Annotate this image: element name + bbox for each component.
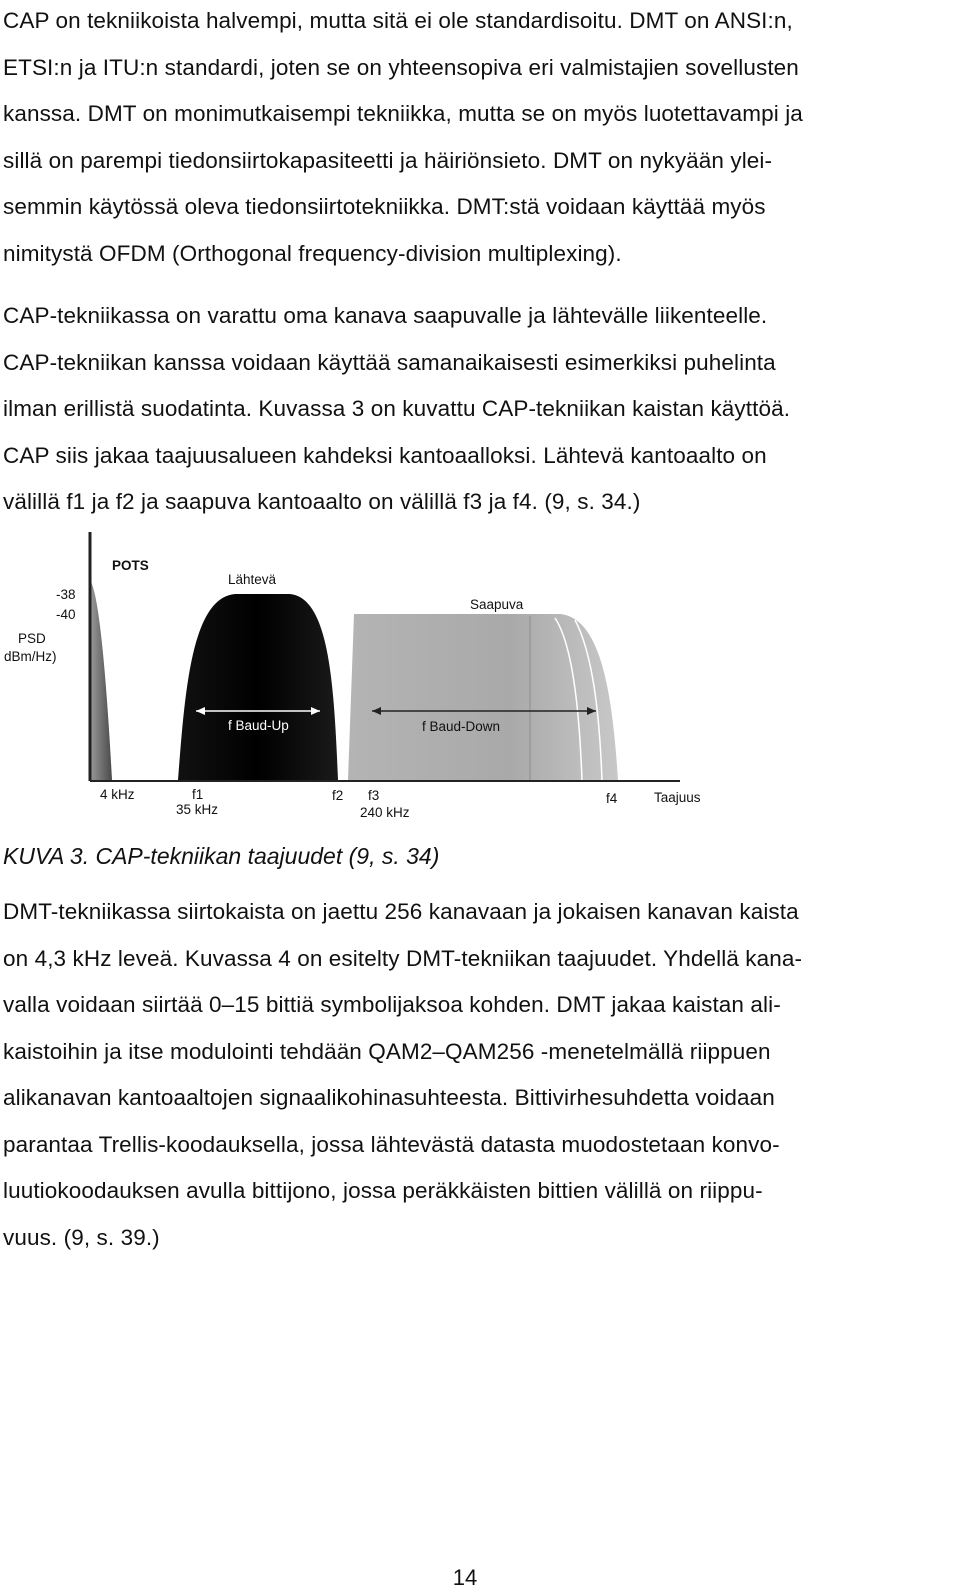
text-line: välillä f1 ja f2 ja saapuva kantoaalto on välillä f3 ja f4. (9, s. 34.) (3, 489, 641, 514)
text-line: CAP siis jakaa taajuusalueen kahdeksi kantoaalloksi. Lähtevä kantoaalto on (3, 442, 767, 468)
cap-frequency-figure (0, 528, 730, 828)
text-line: DMT-tekniikassa siirtokaista on jaettu 256 kanavaan ja jokaisen kanavan kaista (3, 899, 799, 924)
paragraph-2 (3, 293, 953, 526)
text-line: parantaa Trellis-koodauksella, jossa lähtevästä datasta muodostetaan konvo- (3, 1131, 780, 1157)
downstream-label: Saapuva (470, 597, 524, 612)
text-line: CAP-tekniikassa on varattu oma kanava saapuvalle ja lähtevälle liikenteelle. (3, 303, 768, 328)
downstream-band (348, 614, 618, 780)
text-line: luutiokoodauksen avulla bittijono, jossa peräkkäisten bittien välillä on riippu- (3, 1178, 763, 1203)
paragraph-3 (3, 889, 953, 1261)
x-tick-label: f4 (606, 791, 618, 806)
x-tick-label: f1 (192, 787, 204, 802)
text-line: CAP-tekniikan kanssa voidaan käyttää samanaikaisesti esimerkiksi puhelinta (3, 349, 776, 375)
text-line: ilman erillistä suodatinta. Kuvassa 3 on kuvattu CAP-tekniikan kaistan käyttöä. (3, 396, 791, 421)
x-axis-label: Taajuus (654, 790, 701, 805)
y-axis-label: dBm/Hz) (4, 649, 57, 664)
text-line: kaistoihin ja itse modulointi tehdään QAM2–QAM256 -menetelmällä riippuen (3, 1038, 771, 1064)
x-tick-label: 4 kHz (100, 787, 135, 802)
pots-label: POTS (112, 558, 149, 573)
pots-band (90, 580, 112, 780)
upstream-band (178, 594, 338, 780)
page-number: 14 (452, 1565, 478, 1590)
text-line: sillä on parempi tiedonsiirtokapasiteetti ja häiriönsieto. DMT on nykyään ylei- (3, 147, 773, 173)
figure-caption: KUVA 3. CAP-tekniikan taajuudet (9, s. 34) (3, 843, 440, 869)
y-axis-label: PSD (18, 631, 46, 646)
text-line: kanssa. DMT on monimutkaisempi tekniikka, mutta se on myös luotettavampi ja (3, 101, 803, 126)
text-line: CAP on tekniikoista halvempi, mutta sitä ei ole standardisoitu. DMT on ANSI:n, (3, 8, 793, 33)
text-line: alikanavan kantoaaltojen signaalikohinasuhteesta. Bittivirhesuhdetta voidaan (3, 1085, 775, 1110)
text-line: ETSI:n ja ITU:n standardi, joten se on yhteensopiva eri valmistajien sovellusten (3, 54, 799, 80)
baud-up-label: f Baud-Up (228, 718, 289, 733)
x-tick-label: f3 (368, 788, 380, 803)
paragraph-1 (3, 0, 953, 277)
x-tick-label: 35 kHz (176, 802, 219, 817)
y-tick-label: -40 (56, 607, 76, 622)
upstream-label: Lähtevä (228, 572, 277, 587)
baud-down-label: f Baud-Down (422, 719, 501, 734)
cap-frequency-diagram (0, 528, 730, 828)
text-line: semmin käytössä oleva tiedonsiirtotekniikka. DMT:stä voidaan käyttää myös (3, 194, 766, 219)
text-line: valla voidaan siirtää 0–15 bittiä symbolijaksoa kohden. DMT jakaa kaistan ali- (3, 992, 781, 1017)
text-line: vuus. (9, s. 39.) (3, 1224, 160, 1250)
x-tick-label: f2 (332, 788, 344, 803)
text-line: on 4,3 kHz leveä. Kuvassa 4 on esitelty DMT-tekniikan taajuudet. Yhdellä kana- (3, 945, 803, 971)
text-line: nimitystä OFDM (Orthogonal frequency-division multiplexing). (3, 240, 622, 266)
x-tick-label: 240 kHz (360, 805, 410, 820)
y-tick-label: -38 (56, 587, 76, 602)
